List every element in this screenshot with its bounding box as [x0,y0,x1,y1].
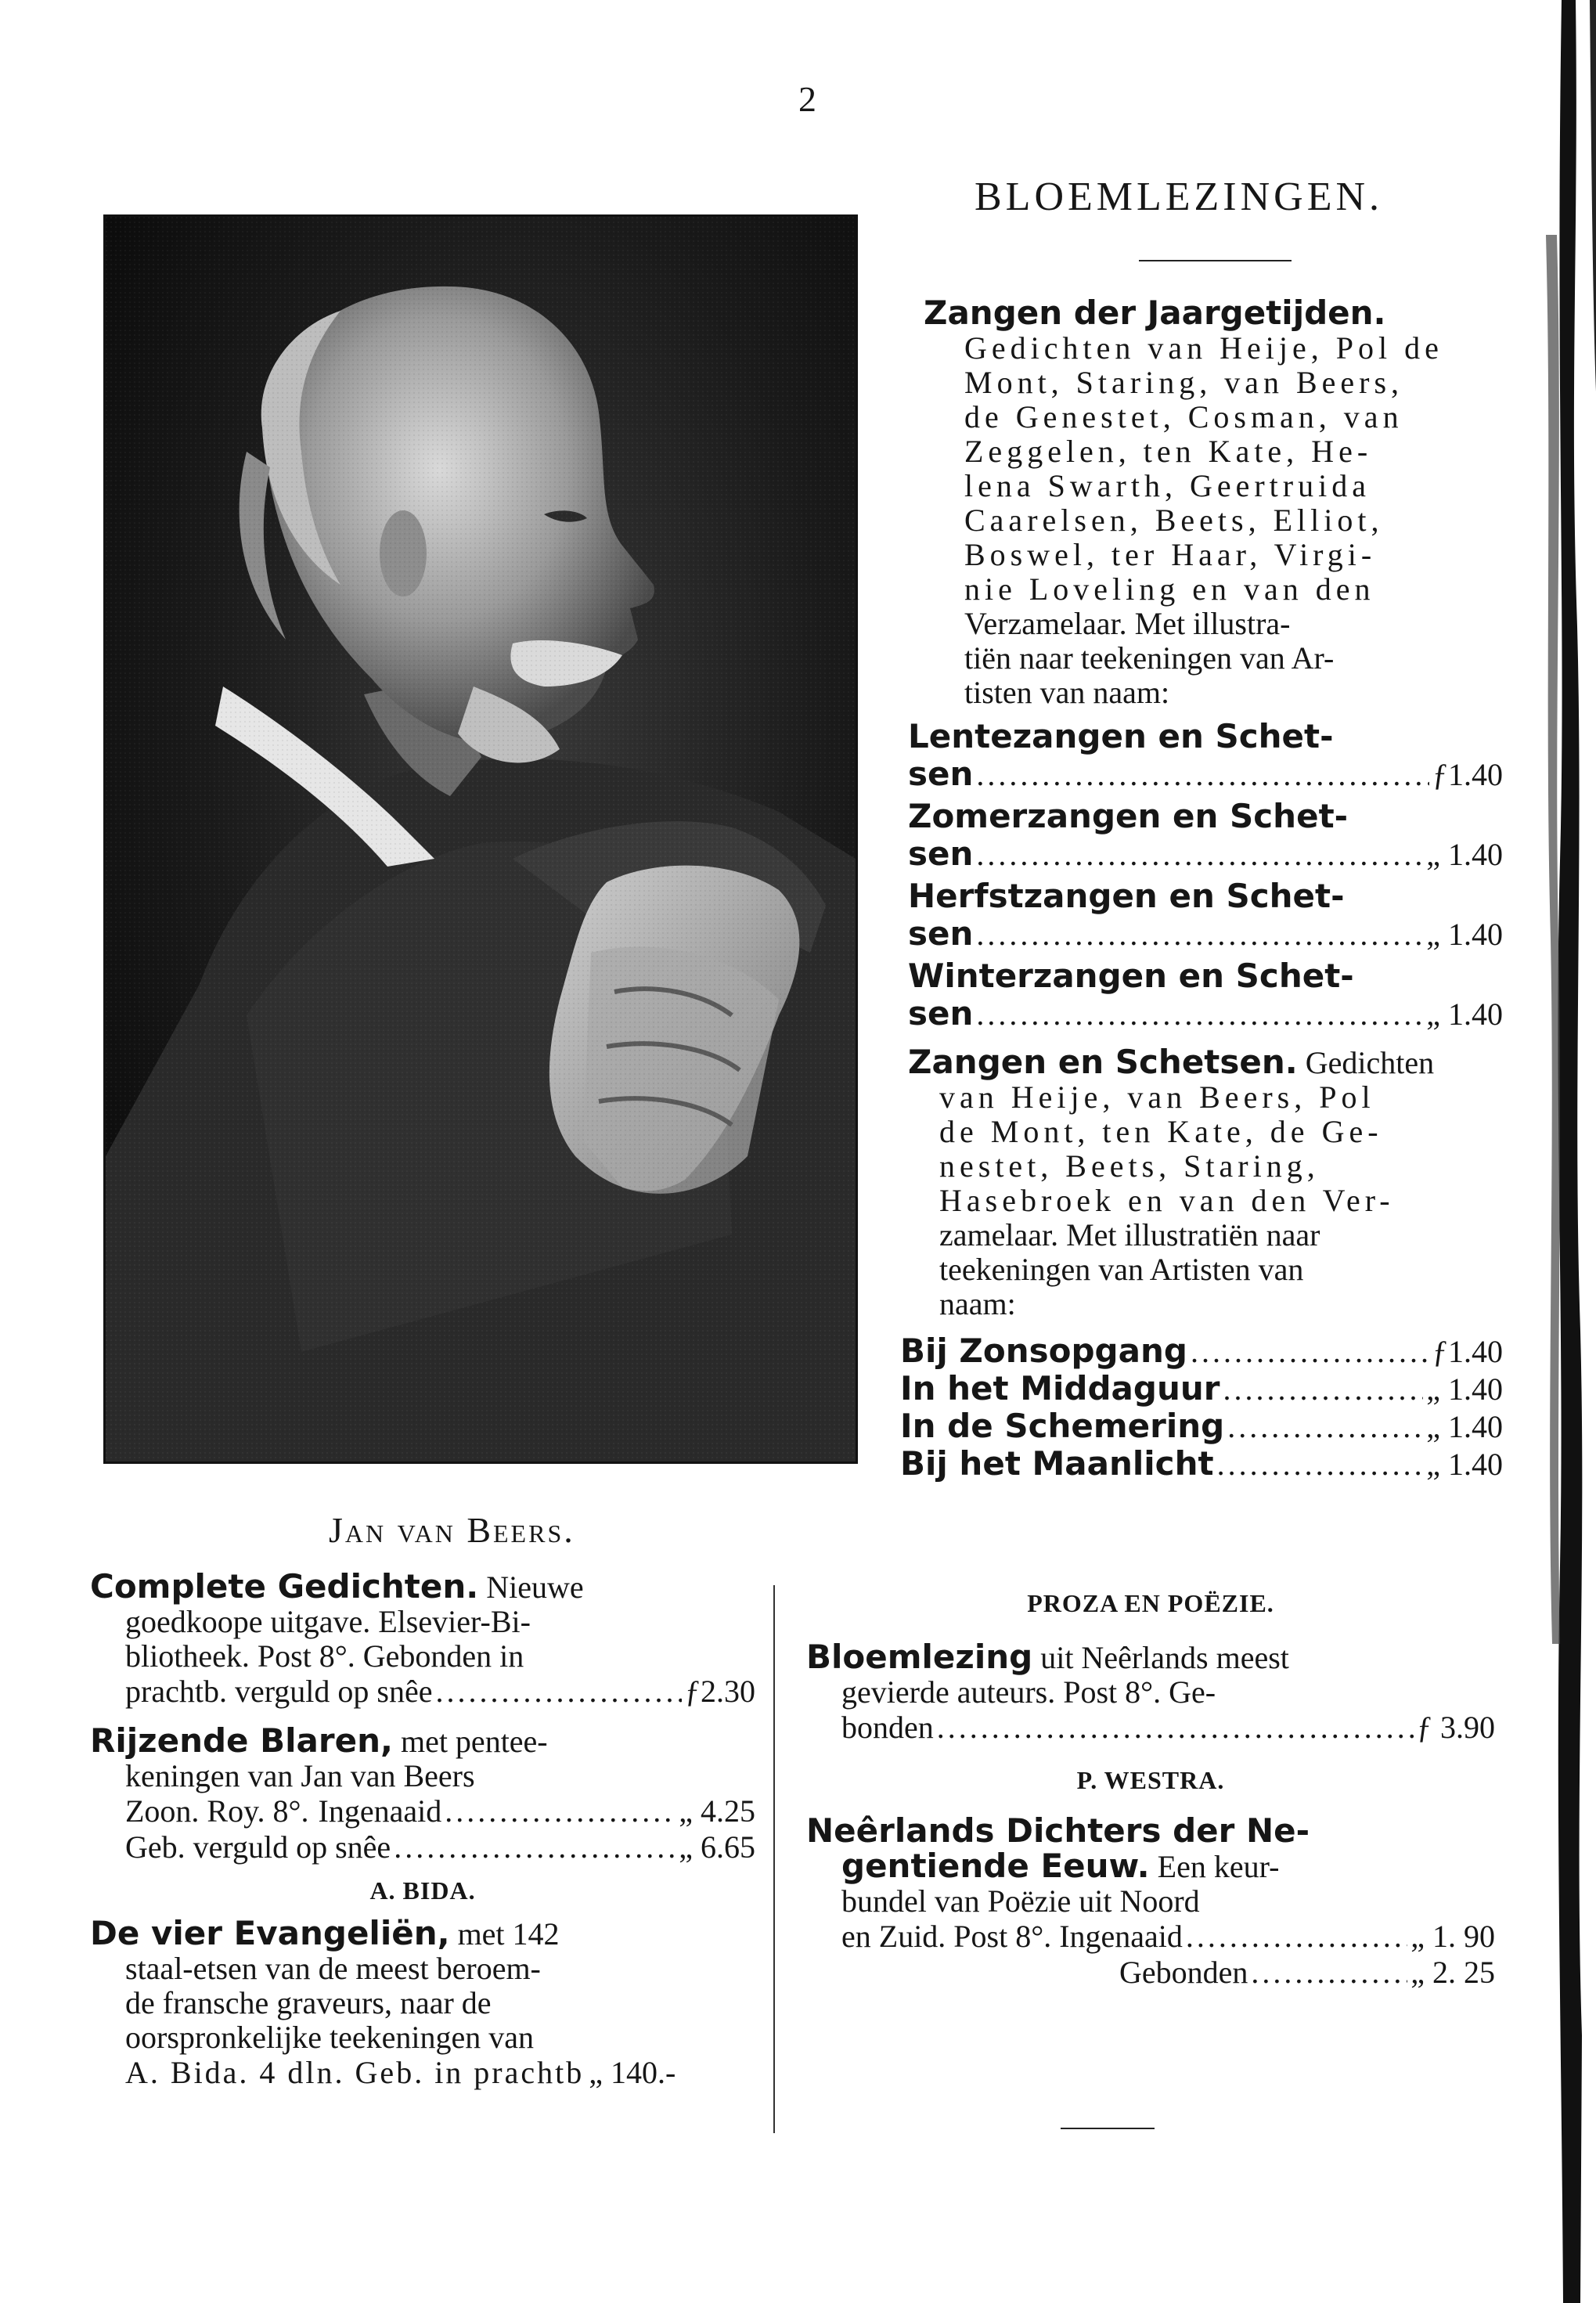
right-column [900,294,1503,1483]
entry-desc-line: keningen van Jan van Beers [125,1758,475,1793]
price-row [90,1793,755,1829]
price: „ 1. 90 [1410,1919,1495,1954]
entry-desc-first: Nieuwe [486,1570,584,1605]
leader-dots [976,757,1429,793]
price: „ 1.40 [1426,1409,1503,1444]
item-title: Winterzangen en Schet- [908,957,1354,995]
entry-desc-first: met 142 [457,1916,560,1952]
entry-title: Rijzende Blaren, [90,1721,393,1760]
title-divider [1139,260,1292,261]
price: „ 6.65 [679,1829,755,1865]
entry-desc-line: Mont, Staring, van Beers, [964,365,1404,400]
entry-neerlands-dichters [806,1811,1495,1919]
price-row [908,995,1503,1033]
entry-vier-evangelien [90,1916,755,1952]
entry-desc-line: naam: [939,1286,1016,1321]
entry-rijzende-blaren [90,1721,755,1760]
entry-desc-first: met pentee- [400,1724,548,1759]
seasons-list [908,718,1503,1033]
entry-desc-line: lena Swarth, Geertruida [964,468,1371,503]
binding-label: Gebonden [1119,1955,1248,1990]
price: „ 1.40 [1426,1371,1503,1407]
entry-desc-line: oorspronkelijke teekeningen van [125,2020,535,2055]
entry-desc-line: nie Loveling en van den [964,571,1375,607]
leader-dots [976,837,1423,873]
entry-desc-line: tisten van naam: [964,675,1170,710]
photo-caption: Jan van Beers. [329,1510,575,1550]
entry-desc-line: tiën naar teekeningen van Ar- [964,640,1335,676]
price-row [90,2055,755,2091]
middle-column [806,1589,1495,1991]
author-heading: A. BIDA. [369,1876,476,1905]
leader-dots [1217,1447,1424,1483]
item-title: In het Middaguur [900,1369,1220,1407]
entry-desc-line: bundel van Poëzie uit Noord [841,1883,1200,1919]
section-title: BLOEMLEZINGEN. [975,175,1384,219]
leader-dots [1251,1955,1407,1991]
entry-title: Complete Gedichten. [90,1567,479,1606]
leader-dots [394,1829,676,1865]
entry-title: Zangen der Jaargetijden. [924,294,1386,332]
end-divider [1061,2128,1155,2129]
leader-dots [937,1710,1414,1746]
entry-desc-line: Zoon. Roy. 8°. [125,1793,309,1829]
price-row [90,1829,755,1865]
price: „ 140.- [589,2055,676,2090]
entry-title: Neêrlands Dichters der Ne- [806,1811,1310,1850]
leader-dots [1223,1371,1423,1407]
section-heading: PROZA EN POËZIE. [1027,1589,1274,1617]
entry-zangen-schetsen [908,1045,1503,1321]
entry-desc-line: Verzamelaar. Met illustra- [964,606,1291,641]
entry-desc-line: bliotheek. Post 8°. Gebonden in [125,1638,524,1674]
entry-desc-line: staal-etsen van de meest beroem- [125,1951,541,1986]
entry-desc-line: de fransche graveurs, naar de [125,1985,492,2020]
item-title: Herfstzangen en Schet- [908,877,1345,915]
price-row [900,1445,1503,1483]
entry-zangen-jaargetijden [924,296,1503,710]
price: ƒ 3.90 [1417,1710,1495,1745]
column-divider [773,1585,775,2133]
entry-desc-first: Een keur- [1157,1849,1280,1884]
season-item [908,798,1503,873]
price-row [90,1674,755,1710]
price: ƒ1.40 [1432,757,1503,792]
entry-desc-first: Gedichten [1305,1045,1435,1080]
item-title: Bij Zonsopgang [900,1332,1187,1370]
portrait-illustration [106,217,856,1461]
leader-dots [435,1674,682,1710]
price-row [806,1955,1495,1991]
entry-desc-last: bonden [841,1710,934,1745]
scan-edge-shadow [1515,0,1596,2303]
times-list [900,1332,1503,1483]
entry-desc-line: de Mont, ten Kate, de Ge- [939,1114,1383,1149]
entry-desc-line: nestet, Beets, Staring, [939,1148,1320,1184]
price-row [900,1370,1503,1407]
price: „ 1.40 [1426,837,1503,872]
item-title-cont: sen [908,834,974,873]
price: ƒ1.40 [1432,1334,1503,1369]
entry-bloemlezing [806,1640,1495,1675]
leader-dots [1227,1409,1423,1445]
entry-title-cont: gentiende Eeuw. [841,1847,1150,1885]
entry-desc-line: Caarelsen, Beets, Elliot, [964,503,1384,538]
leader-dots [1186,1919,1407,1955]
price: „ 1.40 [1426,1447,1503,1482]
entry-desc-line: Boswel, ter Haar, Virgi- [964,537,1377,572]
price-row [908,915,1503,953]
item-title-cont: sen [908,914,974,953]
price-row [806,1919,1495,1955]
entry-desc-line: de Genestet, Cosman, van [964,399,1403,434]
page-number: 2 [798,79,816,119]
leader-dots [445,1793,676,1829]
price-row [900,1332,1503,1370]
entry-desc-line: zamelaar. Met illustratiën naar [939,1217,1320,1252]
price: „ 1.40 [1426,917,1503,952]
binding-label: Ingenaaid [318,1793,442,1829]
entry-title: De vier Evangeliën, [90,1914,450,1952]
entry-title: Bloemlezing [806,1638,1033,1676]
price: „ 2. 25 [1410,1955,1495,1990]
price-row [900,1407,1503,1445]
entry-desc-last: A. Bida. 4 dln. Geb. in prachtb [125,2055,585,2090]
leader-dots [976,917,1423,953]
leader-dots [976,997,1423,1033]
season-item [908,878,1503,953]
portrait-photo [103,214,858,1464]
entry-desc-line: van Heije, van Beers, Pol [939,1079,1375,1115]
item-title-cont: sen [908,994,974,1033]
entry-title: Zangen en Schetsen. [908,1043,1298,1081]
item-title: Lentezangen en Schet- [908,717,1334,755]
price: „ 1.40 [1426,997,1503,1032]
price-row [908,755,1503,793]
price: ƒ2.30 [685,1674,755,1709]
price-row [806,1710,1495,1746]
item-title-cont: sen [908,755,974,793]
item-title: In de Schemering [900,1407,1225,1445]
item-title: Zomerzangen en Schet- [908,797,1349,835]
entry-complete-gedichten [90,1567,755,1606]
author-heading: P. WESTRA. [1076,1766,1225,1794]
left-column [90,1567,755,2091]
season-item [908,957,1503,1033]
entry-desc-line: Gedichten van Heije, Pol de [964,330,1443,366]
entry-desc-line: goedkoope uitgave. Elsevier-Bi- [125,1604,531,1639]
entry-desc-line: gevierde auteurs. Post 8°. Ge- [841,1674,1216,1710]
binding-label: Geb. verguld op snêe [125,1829,391,1865]
entry-desc-first: uit Neêrlands meest [1040,1640,1289,1675]
entry-desc-line: teekeningen van Artisten van [939,1252,1304,1287]
entry-desc-last: prachtb. verguld op snêe [125,1674,433,1709]
leader-dots [1191,1334,1429,1370]
entry-desc-line: Hasebroek en van den Ver- [939,1183,1395,1218]
season-item [908,718,1503,793]
price: „ 4.25 [679,1793,755,1829]
entry-desc-line: Zeggelen, ten Kate, He- [964,434,1373,469]
item-title: Bij het Maanlicht [900,1444,1214,1483]
price-row [908,835,1503,873]
binding-label: en Zuid. Post 8°. Ingenaaid [841,1919,1183,1954]
